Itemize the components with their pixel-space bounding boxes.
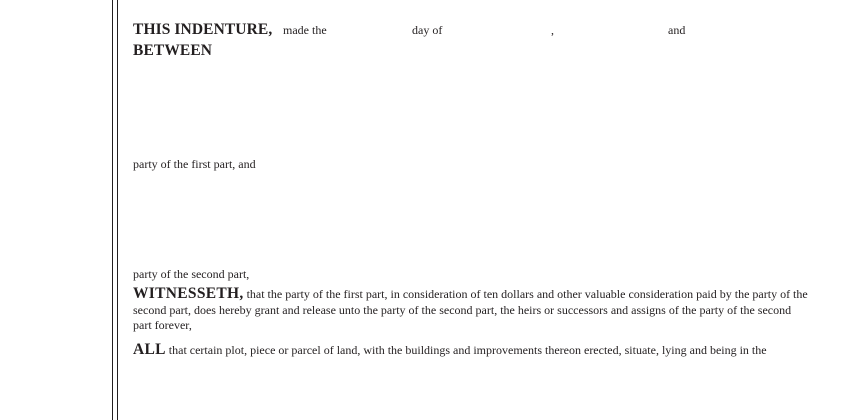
all-clause-lead: ALL	[133, 341, 166, 358]
all-clause-text: that certain plot, piece or parcel of land, with the buildings and improvements thereon erected, situate, lying and being in the	[168, 343, 767, 357]
day-of-label: day of	[412, 23, 443, 37]
and-label: and	[668, 23, 686, 37]
first-part-label: party of the first part, and	[133, 157, 256, 171]
made-the-label: made the	[283, 23, 327, 37]
left-margin-rule	[112, 0, 113, 420]
date-year-field[interactable]	[560, 23, 664, 37]
between-heading: BETWEEN	[133, 42, 213, 59]
second-party-field[interactable]	[133, 176, 803, 262]
witnesseth-text: that the party of the first part, in consideration of ten dollars and other valuable consideration paid by the party of the second part, does hereby grant and release unto the party of the second part, the heirs or successors and assigns of the party of the second part forever,	[133, 287, 808, 332]
all-clause-paragraph	[133, 342, 808, 359]
witnesseth-lead: WITNESSETH,	[133, 285, 244, 302]
witnesseth-paragraph	[133, 286, 808, 334]
date-comma: ,	[551, 23, 554, 37]
left-margin-rule-inner	[117, 0, 118, 420]
second-part-label: party of the second part,	[133, 267, 250, 281]
indenture-heading: THIS INDENTURE,	[133, 21, 273, 38]
first-party-field[interactable]	[133, 64, 803, 152]
date-month-field[interactable]	[452, 23, 546, 37]
date-day-field[interactable]	[332, 23, 406, 37]
location-field[interactable]	[133, 364, 803, 414]
